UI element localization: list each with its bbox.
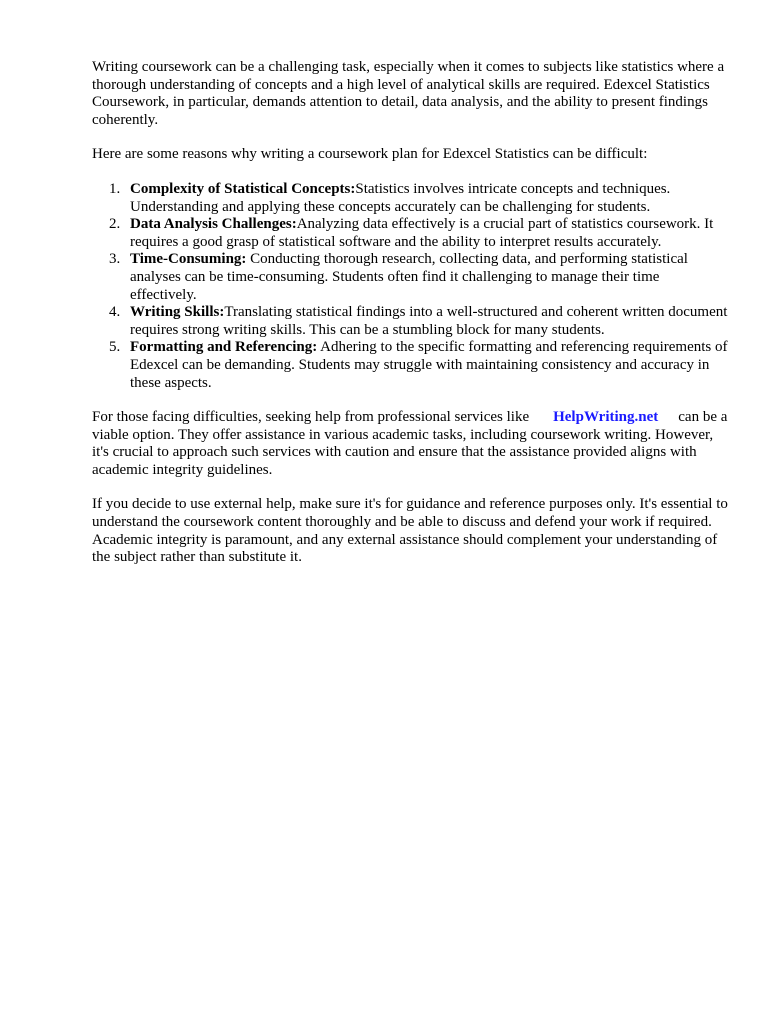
list-item — [92, 181, 728, 216]
list-item-number: 3. — [109, 251, 121, 268]
list-item — [92, 339, 728, 392]
help-paragraph — [92, 409, 728, 479]
list-item-text: Analyzing data effectively is a crucial part of statistics coursework. It requires a good grasp of statistical software and the ability to interpret results accurately. — [130, 216, 714, 250]
list-item-title: Writing Skills: — [130, 304, 225, 321]
list-item — [92, 304, 728, 339]
intro-paragraph: Writing coursework can be a challenging task, especially when it comes to subjects like statistics where a thorough understanding of concepts and a high level of analytical skills are required. Edexcel Statistics Coursework, in particular, demands attention to detail, data analysis, and the ability to present findings coherently. — [92, 59, 725, 128]
list-item-title: Data Analysis Challenges: — [130, 216, 297, 233]
list-item-text: Conducting thorough research, collecting data, and performing statistical analyses can be time-consuming. Students often find it challenging to manage their time effectively. — [130, 251, 688, 303]
list-item-title: Time-Consuming: — [130, 251, 247, 268]
reasons-list — [92, 181, 728, 392]
helpwriting-link[interactable]: HelpWriting.net — [553, 409, 659, 426]
list-item-number: 4. — [109, 304, 121, 321]
help-text-before-link: For those facing difficulties, seeking help from professional services like — [92, 409, 530, 426]
list-item-number: 2. — [109, 216, 121, 233]
list-item — [92, 216, 728, 251]
reasons-intro-paragraph: Here are some reasons why writing a coursework plan for Edexcel Statistics can be difficult: — [92, 146, 648, 163]
list-item-number: 5. — [109, 339, 121, 356]
list-item-text: Statistics involves intricate concepts and techniques. Understanding and applying these concepts accurately can be challenging for students. — [130, 180, 671, 215]
list-item-title: Formatting and Referencing: — [130, 339, 318, 356]
help-text-after-link: can be a viable option. They offer assistance in various academic tasks, including coursework writing. However, it's crucial to approach such services with caution and ensure that the assistance provided aligns with academic integrity guidelines. — [92, 409, 728, 478]
list-item-number: 1. — [109, 180, 121, 197]
list-item-text: Adhering to the specific formatting and referencing requirements of Edexcel can be demanding. Students may struggle with maintaining consistency and accuracy in these aspects. — [130, 339, 728, 391]
closing-paragraph: If you decide to use external help, make sure it's for guidance and reference purposes only. It's essential to understand the coursework content thoroughly and be able to discuss and defend your work if required. Academic integrity is paramount, and any external assistance should complement your understanding of the subject rather than substitute it. — [92, 496, 728, 566]
list-item-text: Translating statistical findings into a well-structured and coherent written document requires strong writing skills. This can be a stumbling block for many students. — [130, 304, 728, 338]
list-item — [92, 251, 728, 304]
list-item-title: Complexity of Statistical Concepts: — [130, 180, 356, 197]
